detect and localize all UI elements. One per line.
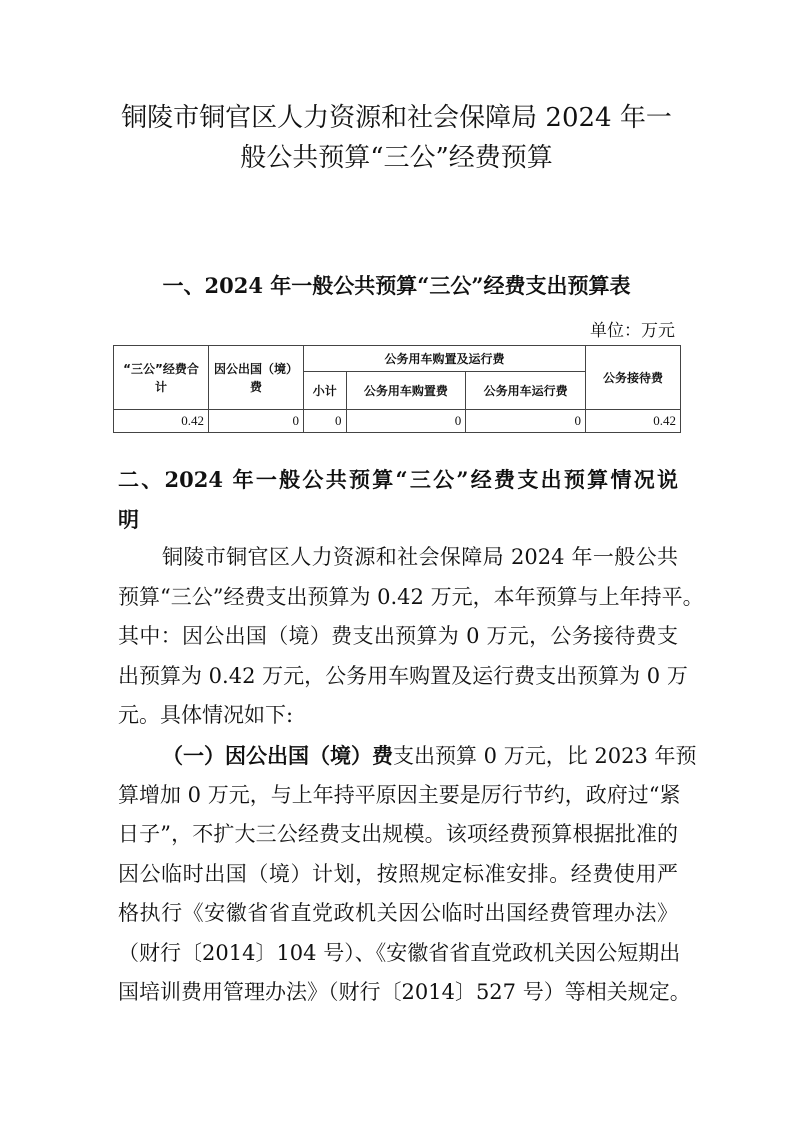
cell-purchase: 0	[346, 410, 466, 433]
budget-table	[113, 345, 681, 433]
text-line: 日子”，不扩大三公经费支出规模。该项经费预算根据批准的	[118, 822, 678, 846]
header-operation: 公务用车运行费	[466, 372, 586, 410]
header-vehicle-group: 公务用车购置及运行费	[304, 346, 586, 372]
cell-total: 0.42	[114, 410, 209, 433]
text-line: 预算“三公”经费支出预算为 0.42 万元，本年预算与上年持平。	[118, 584, 704, 609]
title-line: 铜陵市铜官区人力资源和社会保障局 2024 年一	[121, 103, 672, 133]
text-line: 其中：因公出国（境）费支出预算为 0 万元，公务接待费支	[118, 624, 678, 648]
text-line: 铜陵市铜官区人力资源和社会保障局 2024 年一般公共	[162, 545, 678, 569]
header-reception: 公务接待费	[586, 346, 681, 410]
text-line	[118, 736, 697, 776]
text-span: 支出预算 0 万元，比 2023 年预	[393, 744, 697, 768]
heading-line: 二、2024 年一般公共预算“三公”经费支出预算情况说	[118, 467, 678, 492]
cell-abroad: 0	[209, 410, 304, 433]
text-line: 格执行《安徽省省直党政机关因公临时出国经费管理办法》	[118, 901, 678, 925]
text-line: 出预算为 0.42 万元，公务用车购置及运行费支出预算为 0 万	[118, 663, 688, 688]
section1-heading: 一、2024 年一般公共预算“三公”经费支出预算表	[162, 273, 631, 298]
table-row	[114, 410, 681, 433]
heading-line: 明	[118, 506, 139, 532]
text-line: 因公临时出国（境）计划，按照规定标准安排。经费使用严	[118, 861, 678, 886]
header-purchase: 公务用车购置费	[346, 372, 466, 410]
subheading: （一）因公出国（境）费	[162, 743, 393, 768]
cell-reception: 0.42	[586, 410, 681, 433]
text-line: （财行〔2014〕104 号）、《安徽省省直党政机关因公短期出	[118, 940, 681, 965]
document-title	[0, 98, 793, 178]
header-subtotal: 小计	[304, 372, 347, 410]
header-total: “三公”经费合计	[114, 346, 209, 410]
text-line: 算增加 0 万元，与上年持平原因主要是厉行节约，政府过“紧	[118, 782, 681, 807]
section2-heading	[118, 460, 678, 539]
text-line: 元。具体情况如下:	[118, 703, 294, 727]
cell-subtotal: 0	[304, 410, 347, 433]
cell-operation: 0	[466, 410, 586, 433]
unit-label: 单位：万元	[590, 321, 675, 341]
header-abroad: 因公出国（境）费	[209, 346, 304, 410]
title-line: 般公共预算“三公”经费预算	[240, 143, 553, 173]
paragraph-abroad	[118, 736, 697, 1013]
text-line: 国培训费用管理办法》（财行〔2014〕527 号）等相关规定。	[118, 980, 691, 1004]
paragraph-summary	[118, 538, 704, 736]
